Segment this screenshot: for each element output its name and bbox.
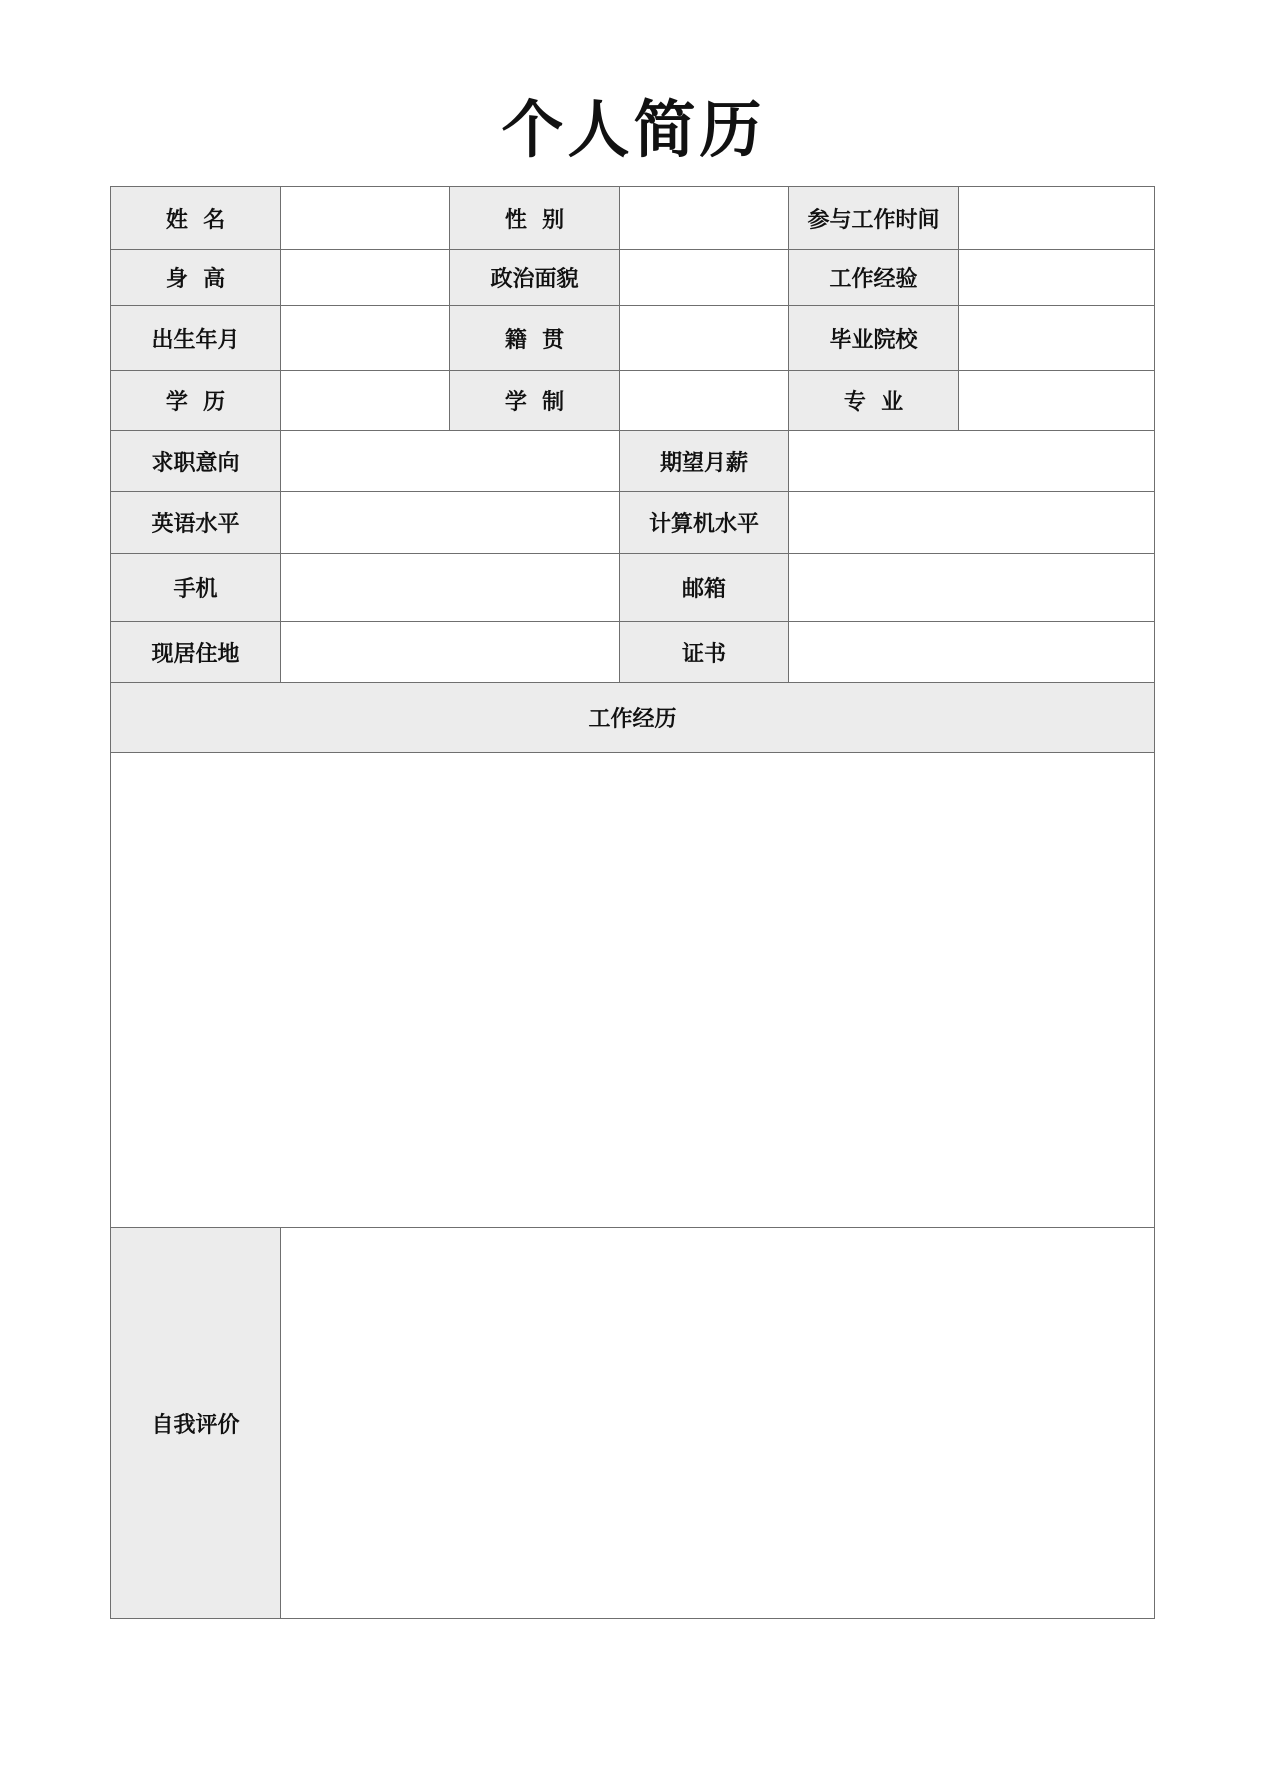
- row-work-history-header: [111, 683, 1155, 753]
- education-label: 学 历: [111, 371, 281, 431]
- name-label: 姓 名: [111, 187, 281, 250]
- major-field[interactable]: [959, 371, 1155, 431]
- job-intent-label: 求职意向: [111, 431, 281, 492]
- political-label: 政治面貌: [450, 250, 620, 306]
- address-field[interactable]: [281, 622, 620, 683]
- experience-label: 工作经验: [789, 250, 959, 306]
- political-field[interactable]: [620, 250, 789, 306]
- row-english: [111, 492, 1155, 554]
- address-label: 现居住地: [111, 622, 281, 683]
- work-start-label: 参与工作时间: [789, 187, 959, 250]
- email-label: 邮箱: [620, 554, 789, 622]
- email-field[interactable]: [789, 554, 1155, 622]
- salary-label: 期望月薪: [620, 431, 789, 492]
- gender-label: 性 别: [450, 187, 620, 250]
- row-self-evaluation: [111, 1228, 1155, 1619]
- row-height: [111, 250, 1155, 306]
- height-field[interactable]: [281, 250, 450, 306]
- row-phone: [111, 554, 1155, 622]
- height-label: 身 高: [111, 250, 281, 306]
- school-field[interactable]: [959, 306, 1155, 371]
- native-field[interactable]: [620, 306, 789, 371]
- salary-field[interactable]: [789, 431, 1155, 492]
- resume-table: [110, 186, 1155, 1619]
- schooling-label: 学 制: [450, 371, 620, 431]
- english-field[interactable]: [281, 492, 620, 554]
- certificate-field[interactable]: [789, 622, 1155, 683]
- row-address: [111, 622, 1155, 683]
- birth-label: 出生年月: [111, 306, 281, 371]
- row-job-intent: [111, 431, 1155, 492]
- self-evaluation-field[interactable]: [281, 1228, 1155, 1619]
- certificate-label: 证书: [620, 622, 789, 683]
- self-evaluation-label: 自我评价: [111, 1228, 281, 1619]
- page-title: 个人简历: [501, 93, 766, 166]
- phone-field[interactable]: [281, 554, 620, 622]
- row-name: [111, 187, 1155, 250]
- experience-field[interactable]: [959, 250, 1155, 306]
- native-label: 籍 贯: [450, 306, 620, 371]
- computer-field[interactable]: [789, 492, 1155, 554]
- gender-field[interactable]: [620, 187, 789, 250]
- work-start-field[interactable]: [959, 187, 1155, 250]
- schooling-field[interactable]: [620, 371, 789, 431]
- job-intent-field[interactable]: [281, 431, 620, 492]
- name-field[interactable]: [281, 187, 450, 250]
- work-history-field[interactable]: [111, 753, 1155, 1228]
- education-field[interactable]: [281, 371, 450, 431]
- row-birth: [111, 306, 1155, 371]
- major-label: 专 业: [789, 371, 959, 431]
- phone-label: 手机: [111, 554, 281, 622]
- birth-field[interactable]: [281, 306, 450, 371]
- row-education: [111, 371, 1155, 431]
- school-label: 毕业院校: [789, 306, 959, 371]
- computer-label: 计算机水平: [620, 492, 789, 554]
- english-label: 英语水平: [111, 492, 281, 554]
- work-history-header: 工作经历: [111, 683, 1155, 753]
- row-work-history-content: [111, 753, 1155, 1228]
